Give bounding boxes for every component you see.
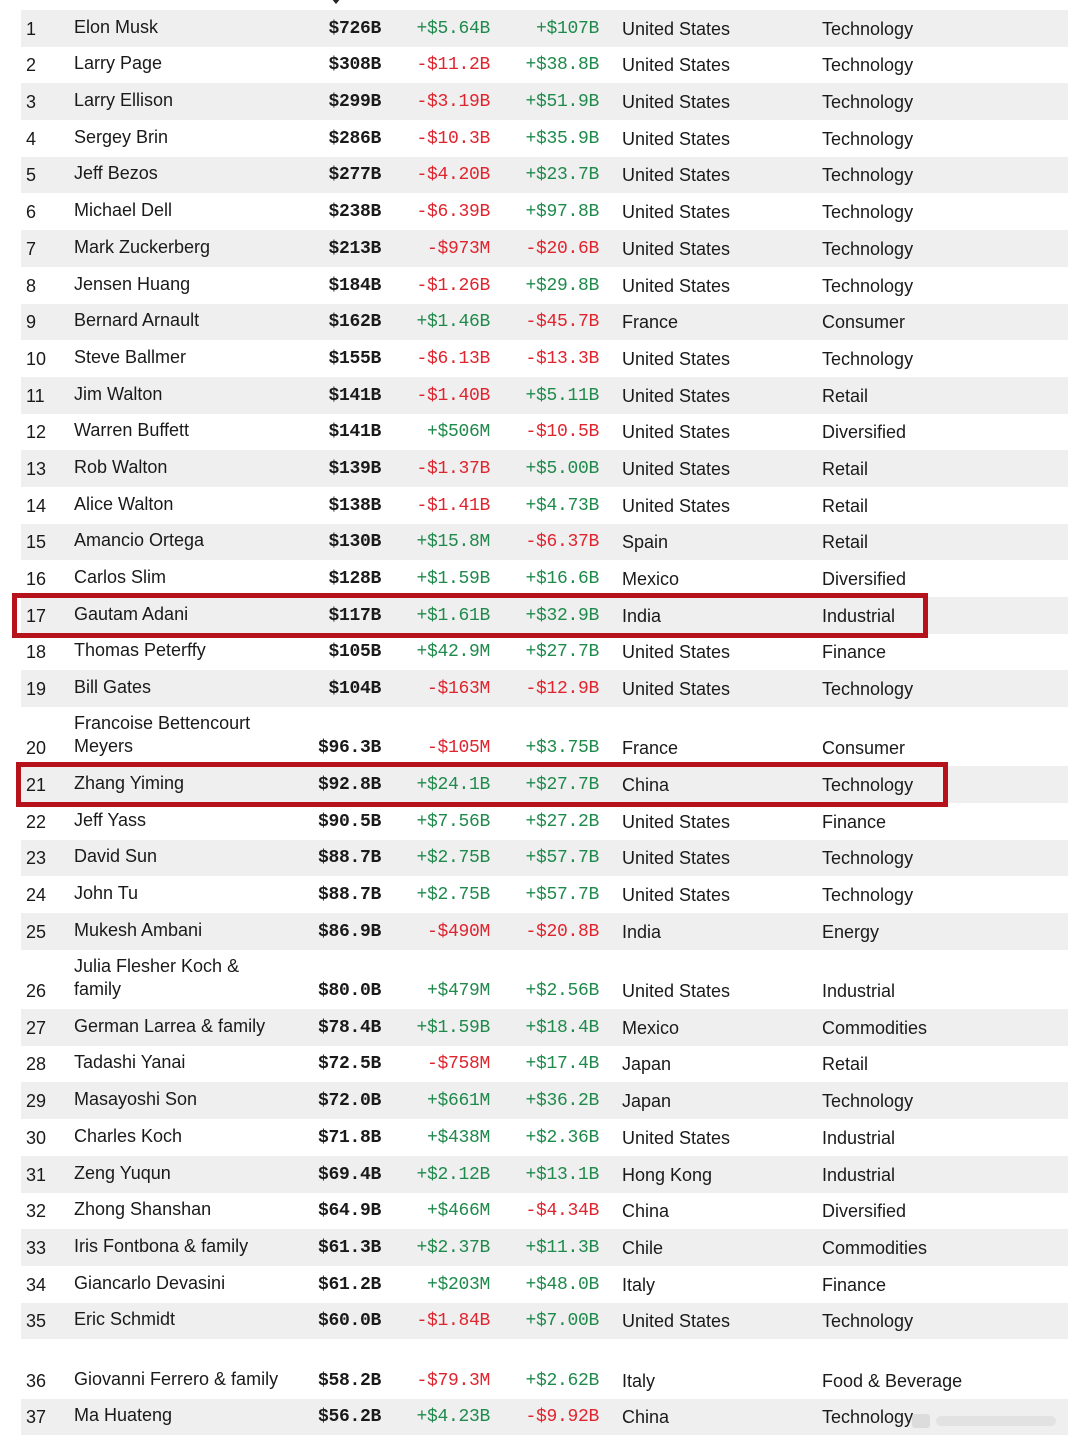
name-cell[interactable]: Jim Walton xyxy=(74,383,163,404)
country-cell: United States xyxy=(622,679,731,700)
table-row[interactable] xyxy=(21,876,1068,913)
last-change-cell: +$203M xyxy=(426,1274,490,1295)
ytd-change-cell: -$45.7B xyxy=(525,312,599,333)
rank-cell: 18 xyxy=(26,642,47,663)
industry-cell: Retail xyxy=(822,458,869,479)
country-cell: India xyxy=(622,921,662,942)
last-change-cell: +$15.8M xyxy=(416,532,490,553)
table-row[interactable] xyxy=(21,120,1068,157)
net-worth-cell: $58.2B xyxy=(317,1370,381,1391)
last-change-cell: +$7.56B xyxy=(416,811,490,832)
table-row[interactable] xyxy=(21,83,1068,120)
rank-cell: 10 xyxy=(26,348,47,369)
last-change-cell: +$24.1B xyxy=(416,775,490,796)
table-row[interactable] xyxy=(21,1339,1068,1398)
net-worth-cell: $72.5B xyxy=(317,1054,381,1075)
table-row[interactable] xyxy=(21,230,1068,267)
table-row[interactable] xyxy=(21,1009,1068,1046)
net-worth-cell: $128B xyxy=(328,569,381,589)
net-worth-cell: $130B xyxy=(328,532,381,553)
country-cell: Italy xyxy=(622,1274,656,1295)
rank-cell: 19 xyxy=(26,679,47,700)
table-row[interactable] xyxy=(21,1229,1068,1266)
last-change-cell: +$1.59B xyxy=(416,569,490,589)
last-change-cell: +$2.37B xyxy=(416,1237,490,1258)
last-change-cell: -$105M xyxy=(426,738,490,759)
rank-cell: 23 xyxy=(26,848,47,869)
net-worth-cell: $308B xyxy=(328,55,381,76)
ytd-change-cell: -$6.37B xyxy=(525,532,599,553)
name-cell[interactable]: David Sun xyxy=(74,846,158,867)
industry-cell: Diversified xyxy=(822,569,907,589)
table-row[interactable] xyxy=(21,377,1068,414)
name-cell[interactable]: Mukesh Ambani xyxy=(74,919,203,940)
name-cell[interactable]: Gautam Adani xyxy=(74,603,189,624)
rank-cell: 8 xyxy=(26,275,37,296)
last-change-cell: -$490M xyxy=(426,921,490,942)
name-cell[interactable]: Zeng Yuqun xyxy=(74,1162,171,1183)
industry-cell: Retail xyxy=(822,1054,869,1075)
table-row[interactable] xyxy=(21,193,1068,230)
industry-cell: Finance xyxy=(822,1274,887,1295)
name-cell[interactable]: Giovanni Ferrero & family xyxy=(74,1368,279,1389)
rank-cell: 15 xyxy=(26,532,47,553)
ytd-change-cell: +$17.4B xyxy=(525,1054,599,1075)
net-worth-cell: $104B xyxy=(328,679,381,700)
industry-cell: Technology xyxy=(822,128,914,149)
net-worth-cell: $105B xyxy=(328,642,381,663)
name-cell[interactable]: Elon Musk xyxy=(74,16,159,37)
industry-cell: Technology xyxy=(822,55,914,76)
last-change-cell: -$11.2B xyxy=(416,55,490,76)
last-change-cell: +$5.64B xyxy=(416,18,490,39)
last-change-cell: -$10.3B xyxy=(416,128,490,149)
country-cell: Japan xyxy=(622,1091,672,1112)
rank-cell: 2 xyxy=(26,55,37,76)
billionaires-table xyxy=(21,10,1068,1435)
industry-cell: Consumer xyxy=(822,738,906,759)
country-cell: Mexico xyxy=(622,1017,680,1038)
name-cell[interactable]: Jeff Bezos xyxy=(74,163,158,184)
ytd-change-cell: +$51.9B xyxy=(525,92,599,113)
industry-cell: Finance xyxy=(822,811,887,832)
ytd-change-cell: +$2.36B xyxy=(525,1127,599,1148)
country-cell: United States xyxy=(622,1311,731,1332)
rank-cell: 4 xyxy=(26,128,37,149)
rank-cell: 9 xyxy=(26,312,37,333)
country-cell: Hong Kong xyxy=(622,1164,713,1185)
net-worth-cell: $88.7B xyxy=(317,885,381,906)
last-change-cell: +$2.75B xyxy=(416,885,490,906)
country-cell: Japan xyxy=(622,1054,672,1075)
country-cell: United States xyxy=(622,495,731,516)
ytd-change-cell: +$23.7B xyxy=(525,165,599,186)
country-cell: France xyxy=(622,738,679,759)
country-cell: China xyxy=(622,1407,670,1428)
last-change-cell: -$6.39B xyxy=(416,202,490,223)
table-row[interactable] xyxy=(21,766,1068,803)
industry-cell: Technology xyxy=(822,275,914,296)
ytd-change-cell: +$35.9B xyxy=(525,128,599,149)
ytd-change-cell: +$5.00B xyxy=(525,458,599,479)
country-cell: United States xyxy=(622,458,731,479)
rank-cell: 1 xyxy=(26,18,37,39)
rank-cell: 28 xyxy=(26,1054,47,1075)
net-worth-cell: $61.3B xyxy=(317,1237,381,1258)
sort-arrow-icon[interactable] xyxy=(331,0,341,4)
net-worth-cell: $162B xyxy=(328,312,381,333)
table-row[interactable] xyxy=(21,560,1068,597)
last-change-cell: +$479M xyxy=(426,981,490,1002)
table-row[interactable] xyxy=(21,340,1068,377)
rank-cell: 12 xyxy=(26,422,47,443)
rank-cell: 34 xyxy=(26,1274,47,1295)
industry-cell: Commodities xyxy=(822,1017,928,1038)
industry-cell: Technology xyxy=(822,348,914,369)
table-row[interactable] xyxy=(21,524,1068,561)
net-worth-cell: $80.0B xyxy=(317,981,381,1002)
rank-cell: 22 xyxy=(26,811,47,832)
country-cell: United States xyxy=(622,202,731,223)
ytd-change-cell: +$2.56B xyxy=(525,981,599,1002)
name-cell[interactable]: Tadashi Yanai xyxy=(74,1052,186,1073)
industry-cell: Energy xyxy=(822,921,880,942)
name-cell[interactable]: John Tu xyxy=(74,883,139,904)
table-row[interactable] xyxy=(21,1046,1068,1083)
industry-cell: Finance xyxy=(822,642,887,663)
table-row[interactable] xyxy=(21,803,1068,840)
name-cell[interactable]: Steve Ballmer xyxy=(74,346,187,367)
industry-cell: Technology xyxy=(822,202,914,223)
last-change-cell: -$1.40B xyxy=(416,385,490,406)
name-cell[interactable]: Zhang Yiming xyxy=(74,773,185,794)
table-row[interactable] xyxy=(21,950,1068,1009)
name-cell[interactable]: Sergey Brin xyxy=(74,126,169,147)
table-row[interactable] xyxy=(21,634,1068,671)
table-row[interactable] xyxy=(21,840,1068,877)
country-cell: United States xyxy=(622,848,731,869)
table-row[interactable] xyxy=(21,597,1068,634)
table-row[interactable] xyxy=(21,157,1068,194)
industry-cell: Technology xyxy=(822,679,914,700)
industry-cell: Industrial xyxy=(822,605,896,626)
table-row[interactable] xyxy=(21,1082,1068,1119)
industry-cell: Technology xyxy=(822,775,914,796)
ytd-change-cell: -$20.6B xyxy=(525,238,599,259)
country-cell: United States xyxy=(622,238,731,259)
net-worth-cell: $141B xyxy=(328,422,381,443)
rank-cell: 11 xyxy=(26,385,45,406)
last-change-cell: -$973M xyxy=(426,238,490,259)
rank-cell: 30 xyxy=(26,1127,47,1148)
table-row[interactable] xyxy=(21,1193,1068,1230)
last-change-cell: +$1.61B xyxy=(416,605,490,626)
name-cell[interactable]: Thomas Peterffy xyxy=(74,640,206,661)
net-worth-cell: $61.2B xyxy=(317,1274,381,1295)
watermark-icon xyxy=(910,1408,1070,1432)
rank-cell: 31 xyxy=(26,1164,47,1185)
ytd-change-cell: -$13.3B xyxy=(525,348,599,369)
ytd-change-cell: +$97.8B xyxy=(525,202,599,223)
country-cell: United States xyxy=(622,885,731,906)
country-cell: Spain xyxy=(622,532,669,553)
last-change-cell: -$1.41B xyxy=(416,495,490,516)
net-worth-cell: $141B xyxy=(328,385,381,406)
ytd-change-cell: +$5.11B xyxy=(525,385,599,406)
name-cell[interactable]: German Larrea & family xyxy=(74,1015,266,1036)
name-cell[interactable]: Alice Walton xyxy=(74,493,174,514)
rank-cell: 33 xyxy=(26,1237,47,1258)
ytd-change-cell: +$18.4B xyxy=(525,1017,599,1038)
name-cell[interactable]: Giancarlo Devasini xyxy=(74,1272,226,1293)
net-worth-cell: $139B xyxy=(328,458,381,479)
ytd-change-cell: +$2.62B xyxy=(525,1370,599,1391)
table-row[interactable] xyxy=(21,670,1068,707)
name-cell[interactable]: Michael Dell xyxy=(74,200,173,221)
last-change-cell: -$79.3M xyxy=(416,1370,490,1391)
rank-cell: 36 xyxy=(26,1370,47,1391)
net-worth-cell: $78.4B xyxy=(317,1017,381,1038)
industry-cell: Technology xyxy=(822,165,914,186)
net-worth-cell: $138B xyxy=(328,495,381,516)
industry-cell: Diversified xyxy=(822,422,907,443)
country-cell: United States xyxy=(622,422,731,443)
ytd-change-cell: +$27.2B xyxy=(525,811,599,832)
net-worth-cell: $71.8B xyxy=(317,1127,381,1148)
ytd-change-cell: +$29.8B xyxy=(525,275,599,296)
table-row[interactable] xyxy=(21,1156,1068,1193)
last-change-cell: +$42.9M xyxy=(416,642,490,663)
country-cell: United States xyxy=(622,55,731,76)
country-cell: China xyxy=(622,1201,670,1222)
ytd-change-cell: +$11.3B xyxy=(525,1237,599,1258)
country-cell: United States xyxy=(622,18,731,39)
industry-cell: Industrial xyxy=(822,1127,896,1148)
industry-cell: Diversified xyxy=(822,1201,907,1222)
country-cell: India xyxy=(622,605,662,626)
last-change-cell: -$1.26B xyxy=(416,275,490,296)
rank-cell: 21 xyxy=(26,775,47,796)
table-row[interactable] xyxy=(21,47,1068,84)
industry-cell: Retail xyxy=(822,495,869,516)
rank-cell: 24 xyxy=(26,885,47,906)
ytd-change-cell: +$27.7B xyxy=(525,642,599,663)
industry-cell: Technology xyxy=(822,848,914,869)
name-cell[interactable]: Francoise Bettencourt Meyers xyxy=(74,713,251,757)
rank-cell: 27 xyxy=(26,1017,47,1038)
country-cell: Mexico xyxy=(622,569,680,589)
rank-cell: 35 xyxy=(26,1311,47,1332)
last-change-cell: +$2.12B xyxy=(416,1164,490,1185)
net-worth-cell: $69.4B xyxy=(317,1164,381,1185)
table-row[interactable] xyxy=(21,913,1068,950)
name-cell[interactable]: Warren Buffett xyxy=(74,420,190,441)
last-change-cell: +$438M xyxy=(426,1127,490,1148)
name-cell[interactable]: Eric Schmidt xyxy=(74,1309,176,1330)
rank-cell: 14 xyxy=(26,495,47,516)
net-worth-cell: $238B xyxy=(328,202,381,223)
industry-cell: Technology xyxy=(822,238,914,259)
net-worth-cell: $92.8B xyxy=(317,775,381,796)
table-row[interactable] xyxy=(21,487,1068,524)
ytd-change-cell: +$48.0B xyxy=(525,1274,599,1295)
ytd-change-cell: -$12.9B xyxy=(525,679,599,700)
country-cell: United States xyxy=(622,1127,731,1148)
rank-cell: 26 xyxy=(26,981,47,1002)
net-worth-cell: $117B xyxy=(328,605,381,626)
industry-cell: Technology xyxy=(822,1311,914,1332)
ytd-change-cell: +$57.7B xyxy=(525,885,599,906)
country-cell: United States xyxy=(622,811,731,832)
net-worth-cell: $213B xyxy=(328,238,381,259)
last-change-cell: -$163M xyxy=(426,679,490,700)
country-cell: United States xyxy=(622,642,731,663)
last-change-cell: +$661M xyxy=(426,1091,490,1112)
net-worth-cell: $86.9B xyxy=(317,921,381,942)
industry-cell: Food & Beverage xyxy=(822,1370,963,1391)
ytd-change-cell: +$57.7B xyxy=(525,848,599,869)
ytd-change-cell: +$27.7B xyxy=(525,775,599,796)
rank-cell: 37 xyxy=(26,1407,47,1428)
net-worth-cell: $184B xyxy=(328,275,381,296)
rank-cell: 13 xyxy=(26,458,47,479)
industry-cell: Technology xyxy=(822,885,914,906)
industry-cell: Industrial xyxy=(822,981,896,1002)
country-cell: United States xyxy=(622,385,731,406)
name-cell[interactable]: Iris Fontbona & family xyxy=(74,1235,249,1256)
table-row[interactable] xyxy=(21,267,1068,304)
name-cell[interactable]: Carlos Slim xyxy=(74,567,167,587)
ytd-change-cell: +$4.73B xyxy=(525,495,599,516)
last-change-cell: +$1.46B xyxy=(416,312,490,333)
net-worth-cell: $277B xyxy=(328,165,381,186)
industry-cell: Technology xyxy=(822,18,914,39)
table-row[interactable] xyxy=(21,707,1068,766)
table-row[interactable] xyxy=(21,1303,1068,1340)
last-change-cell: -$4.20B xyxy=(416,165,490,186)
rank-cell: 16 xyxy=(26,569,47,589)
rank-cell: 29 xyxy=(26,1091,47,1112)
ytd-change-cell: +$36.2B xyxy=(525,1091,599,1112)
ytd-change-cell: +$7.00B xyxy=(525,1311,599,1332)
ytd-change-cell: +$107B xyxy=(535,18,599,39)
net-worth-cell: $72.0B xyxy=(317,1091,381,1112)
net-worth-cell: $64.9B xyxy=(317,1201,381,1222)
industry-cell: Industrial xyxy=(822,1164,896,1185)
rank-cell: 3 xyxy=(26,92,37,113)
country-cell: United States xyxy=(622,128,731,149)
net-worth-cell: $60.0B xyxy=(317,1311,381,1332)
last-change-cell: +$506M xyxy=(426,422,490,443)
country-cell: Chile xyxy=(622,1237,664,1258)
ytd-change-cell: +$38.8B xyxy=(525,55,599,76)
last-change-cell: -$3.19B xyxy=(416,92,490,113)
net-worth-cell: $88.7B xyxy=(317,848,381,869)
table-row[interactable] xyxy=(21,1119,1068,1156)
net-worth-cell: $56.2B xyxy=(317,1407,381,1428)
last-change-cell: +$4.23B xyxy=(416,1407,490,1428)
last-change-cell: -$1.84B xyxy=(416,1311,490,1332)
industry-cell: Consumer xyxy=(822,312,906,333)
country-cell: Italy xyxy=(622,1370,656,1391)
country-cell: United States xyxy=(622,92,731,113)
net-worth-cell: $90.5B xyxy=(317,811,381,832)
name-cell[interactable]: Jeff Yass xyxy=(74,809,147,830)
country-cell: United States xyxy=(622,348,731,369)
industry-cell: Technology xyxy=(822,1091,914,1112)
last-change-cell: -$6.13B xyxy=(416,348,490,369)
country-cell: France xyxy=(622,312,679,333)
country-cell: United States xyxy=(622,981,731,1002)
name-cell[interactable]: Jensen Huang xyxy=(74,273,191,294)
name-cell[interactable]: Larry Page xyxy=(74,53,163,74)
net-worth-cell: $299B xyxy=(328,92,381,113)
ytd-change-cell: -$4.34B xyxy=(525,1201,599,1222)
net-worth-cell: $726B xyxy=(328,18,381,39)
rank-cell: 17 xyxy=(26,605,47,626)
name-cell[interactable]: Bill Gates xyxy=(74,677,152,698)
last-change-cell: -$758M xyxy=(426,1054,490,1075)
name-cell[interactable]: Masayoshi Son xyxy=(74,1089,198,1110)
name-cell[interactable]: Charles Koch xyxy=(74,1125,183,1146)
industry-cell: Technology xyxy=(822,1407,914,1428)
net-worth-cell: $96.3B xyxy=(317,738,381,759)
last-change-cell: +$2.75B xyxy=(416,848,490,869)
country-cell: United States xyxy=(622,165,731,186)
ytd-change-cell: +$16.6B xyxy=(525,569,599,589)
rank-cell: 32 xyxy=(26,1201,47,1222)
rank-cell: 7 xyxy=(26,238,37,259)
net-worth-cell: $286B xyxy=(328,128,381,149)
name-cell[interactable]: Rob Walton xyxy=(74,456,168,477)
table-row[interactable] xyxy=(21,10,1068,47)
industry-cell: Retail xyxy=(822,385,869,406)
name-cell[interactable]: Bernard Arnault xyxy=(74,310,200,331)
country-cell: China xyxy=(622,775,670,796)
industry-cell: Technology xyxy=(822,92,914,113)
rank-cell: 25 xyxy=(26,921,47,942)
name-cell[interactable]: Mark Zuckerberg xyxy=(74,236,211,257)
table-row[interactable] xyxy=(21,450,1068,487)
ytd-change-cell: +$32.9B xyxy=(525,605,599,626)
ytd-change-cell: -$9.92B xyxy=(525,1407,599,1428)
table-row[interactable] xyxy=(21,414,1068,451)
name-cell[interactable]: Zhong Shanshan xyxy=(74,1199,212,1220)
country-cell: United States xyxy=(622,275,731,296)
last-change-cell: +$1.59B xyxy=(416,1017,490,1038)
industry-cell: Commodities xyxy=(822,1237,928,1258)
industry-cell: Retail xyxy=(822,532,869,553)
net-worth-cell: $155B xyxy=(328,348,381,369)
ytd-change-cell: +$3.75B xyxy=(525,738,599,759)
name-cell[interactable]: Ma Huateng xyxy=(74,1405,173,1426)
ytd-change-cell: -$10.5B xyxy=(525,422,599,443)
rank-cell: 20 xyxy=(26,738,47,759)
name-cell[interactable]: Amancio Ortega xyxy=(74,530,205,551)
last-change-cell: +$466M xyxy=(426,1201,490,1222)
table-row[interactable] xyxy=(21,304,1068,341)
ytd-change-cell: +$13.1B xyxy=(525,1164,599,1185)
ytd-change-cell: -$20.8B xyxy=(525,921,599,942)
name-cell[interactable]: Julia Flesher Koch & family xyxy=(74,956,240,1000)
rank-cell: 5 xyxy=(26,165,37,186)
name-cell[interactable]: Larry Ellison xyxy=(74,90,174,111)
last-change-cell: -$1.37B xyxy=(416,458,490,479)
table-row[interactable] xyxy=(21,1266,1068,1303)
rank-cell: 6 xyxy=(26,202,37,223)
